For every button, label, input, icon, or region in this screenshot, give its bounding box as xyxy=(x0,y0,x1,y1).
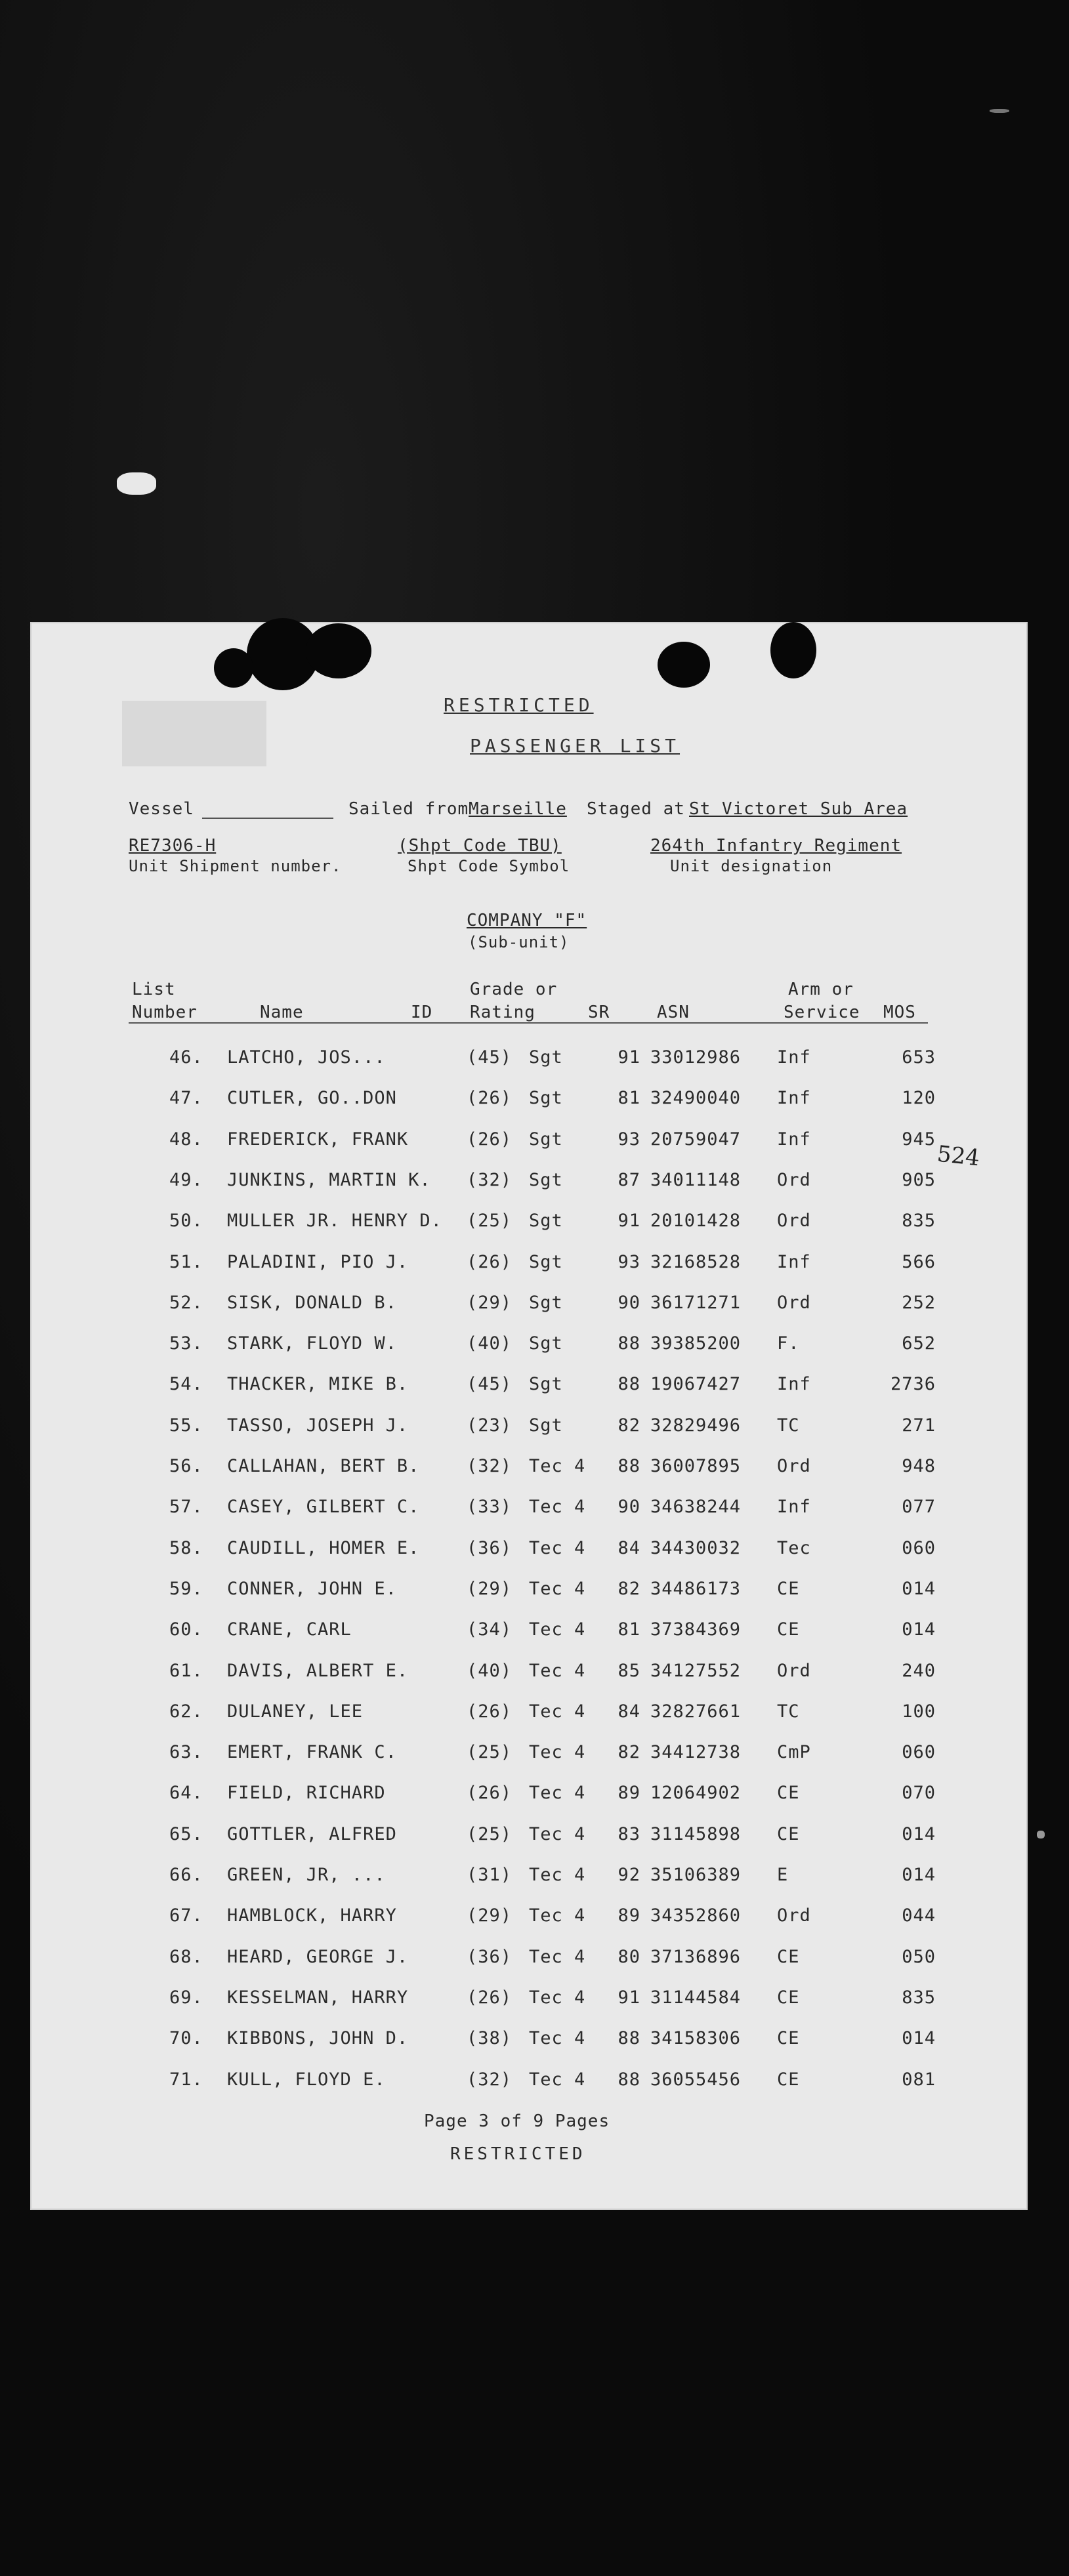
unit-designation: 264th Infantry Regiment xyxy=(650,836,902,856)
cell-arm: F. xyxy=(777,1333,800,1354)
cell-name: CONNER, JOHN E. xyxy=(227,1578,397,1599)
sailed-from-label: Sailed from xyxy=(348,799,469,819)
cell-mos: 905 xyxy=(902,1169,936,1190)
cell-asn: 31144584 xyxy=(650,1987,742,2008)
cell-grade: Sgt xyxy=(529,1088,563,1109)
col-mos: MOS xyxy=(883,1003,916,1022)
cell-age: (26) xyxy=(467,1088,513,1109)
cell-mos: 070 xyxy=(902,1783,936,1804)
table-row xyxy=(30,1211,1028,1242)
shipment-code-caption: Shpt Code Symbol xyxy=(408,857,570,875)
cell-sr: 88 xyxy=(618,2069,640,2090)
cell-name: KIBBONS, JOHN D. xyxy=(227,2028,409,2049)
table-row xyxy=(30,1088,1028,1119)
cell-num: 58. xyxy=(169,1537,203,1558)
cell-grade: Sgt xyxy=(529,1047,563,1068)
cell-mos: 014 xyxy=(902,1578,936,1599)
cell-arm: CE xyxy=(777,1946,800,1967)
col-name: Name xyxy=(260,1003,304,1022)
cell-grade: Sgt xyxy=(529,1292,563,1313)
cell-age: (26) xyxy=(467,1783,513,1804)
cell-sr: 91 xyxy=(618,1211,640,1232)
table-row xyxy=(30,1047,1028,1079)
cell-arm: Ord xyxy=(777,1456,811,1476)
cell-num: 56. xyxy=(169,1456,203,1476)
cell-age: (32) xyxy=(467,2069,513,2090)
handwritten-number: 524 xyxy=(936,1140,981,1172)
cell-arm: CmP xyxy=(777,1742,811,1763)
staged-at-value: St Victoret Sub Area xyxy=(689,799,908,819)
cell-grade: Sgt xyxy=(529,1251,563,1272)
cell-mos: 653 xyxy=(902,1047,936,1068)
cell-arm: Inf xyxy=(777,1374,811,1395)
cell-asn: 39385200 xyxy=(650,1333,742,1354)
cell-arm: Ord xyxy=(777,1211,811,1232)
cell-age: (26) xyxy=(467,1251,513,1272)
film-fleck xyxy=(990,109,1009,113)
cell-asn: 37384369 xyxy=(650,1619,742,1640)
cell-asn: 34638244 xyxy=(650,1497,742,1518)
cell-sr: 90 xyxy=(618,1497,640,1518)
cell-arm: CE xyxy=(777,2069,800,2090)
cell-arm: Ord xyxy=(777,1660,811,1681)
cell-sr: 81 xyxy=(618,1619,640,1640)
cell-asn: 33012986 xyxy=(650,1047,742,1068)
cell-age: (29) xyxy=(467,1292,513,1313)
cell-num: 53. xyxy=(169,1333,203,1354)
cell-grade: Tec 4 xyxy=(529,2069,586,2090)
cell-num: 71. xyxy=(169,2069,203,2090)
cell-name: GOTTLER, ALFRED xyxy=(227,1823,397,1844)
cell-sr: 83 xyxy=(618,1823,640,1844)
cell-arm: Ord xyxy=(777,1169,811,1190)
unit-designation-caption: Unit designation xyxy=(670,857,833,875)
cell-arm: CE xyxy=(777,1823,800,1844)
header-rule xyxy=(129,1022,928,1024)
cell-arm: Ord xyxy=(777,1905,811,1926)
cell-name: CASEY, GILBERT C. xyxy=(227,1497,420,1518)
table-row xyxy=(30,2069,1028,2101)
table-row xyxy=(30,1905,1028,1937)
list-title: PASSENGER LIST xyxy=(470,735,681,757)
col-grade-2: Rating xyxy=(470,1003,535,1022)
cell-arm: TC xyxy=(777,1415,800,1436)
cell-arm: Inf xyxy=(777,1129,811,1150)
cell-age: (36) xyxy=(467,1946,513,1967)
cell-sr: 93 xyxy=(618,1129,640,1150)
punch-hole xyxy=(658,642,710,688)
col-arm-2: Service xyxy=(784,1003,860,1022)
cell-num: 66. xyxy=(169,1865,203,1885)
footer-classification: RESTRICTED xyxy=(450,2144,586,2164)
cell-mos: 100 xyxy=(902,1701,936,1722)
cell-asn: 36171271 xyxy=(650,1292,742,1313)
cell-asn: 19067427 xyxy=(650,1374,742,1395)
table-row xyxy=(30,1947,1028,1978)
cell-sr: 88 xyxy=(618,1456,640,1476)
cell-name: MULLER JR. HENRY D. xyxy=(227,1211,442,1232)
cell-mos: 060 xyxy=(902,1742,936,1763)
cell-mos: 014 xyxy=(902,1823,936,1844)
shipment-number-caption: Unit Shipment number. xyxy=(129,857,342,875)
cell-name: DULANEY, LEE xyxy=(227,1701,364,1722)
col-sr: SR xyxy=(588,1003,610,1022)
classification-header: RESTRICTED xyxy=(444,694,594,716)
cell-mos: 014 xyxy=(902,2028,936,2049)
table-row xyxy=(30,1865,1028,1896)
cell-sr: 84 xyxy=(618,1701,640,1722)
cell-num: 67. xyxy=(169,1905,203,1926)
cell-name: TASSO, JOSEPH J. xyxy=(227,1415,409,1436)
cell-mos: 652 xyxy=(902,1333,936,1354)
cell-arm: CE xyxy=(777,1619,800,1640)
table-row xyxy=(30,1374,1028,1405)
table-row xyxy=(30,1579,1028,1610)
cell-grade: Tec 4 xyxy=(529,1742,586,1763)
cell-grade: Sgt xyxy=(529,1211,563,1232)
cell-num: 60. xyxy=(169,1619,203,1640)
cell-mos: 945 xyxy=(902,1129,936,1150)
cell-grade: Sgt xyxy=(529,1415,563,1436)
cell-sr: 89 xyxy=(618,1783,640,1804)
cell-arm: Inf xyxy=(777,1088,811,1109)
cell-asn: 32168528 xyxy=(650,1251,742,1272)
cell-num: 46. xyxy=(169,1047,203,1068)
cell-sr: 91 xyxy=(618,1047,640,1068)
cell-arm: Inf xyxy=(777,1251,811,1272)
table-row xyxy=(30,1661,1028,1692)
cell-mos: 044 xyxy=(902,1905,936,1926)
film-fleck xyxy=(117,472,156,495)
cell-arm: CE xyxy=(777,1783,800,1804)
cell-name: JUNKINS, MARTIN K. xyxy=(227,1169,431,1190)
staged-at-label: Staged at xyxy=(587,799,685,819)
cell-mos: 014 xyxy=(902,1865,936,1885)
cell-arm: CE xyxy=(777,1987,800,2008)
cell-age: (32) xyxy=(467,1456,513,1476)
passenger-list-document xyxy=(30,622,1028,2210)
cell-mos: 077 xyxy=(902,1497,936,1518)
cell-asn: 36007895 xyxy=(650,1456,742,1476)
cell-num: 62. xyxy=(169,1701,203,1722)
cell-asn: 20101428 xyxy=(650,1211,742,1232)
table-row xyxy=(30,1170,1028,1201)
cell-sr: 84 xyxy=(618,1537,640,1558)
cell-sr: 92 xyxy=(618,1865,640,1885)
table-row xyxy=(30,1293,1028,1324)
cell-sr: 85 xyxy=(618,1660,640,1681)
table-row xyxy=(30,1129,1028,1161)
cell-arm: CE xyxy=(777,1578,800,1599)
cell-grade: Tec 4 xyxy=(529,1865,586,1885)
cell-mos: 252 xyxy=(902,1292,936,1313)
cell-grade: Tec 4 xyxy=(529,1456,586,1476)
col-arm-1: Arm or xyxy=(788,980,854,999)
cell-arm: Tec xyxy=(777,1537,811,1558)
cell-asn: 34352860 xyxy=(650,1905,742,1926)
cell-grade: Tec 4 xyxy=(529,1497,586,1518)
cell-name: PALADINI, PIO J. xyxy=(227,1251,409,1272)
cell-num: 51. xyxy=(169,1251,203,1272)
col-age: ID xyxy=(411,1003,433,1022)
cell-num: 63. xyxy=(169,1742,203,1763)
cell-sr: 89 xyxy=(618,1905,640,1926)
cell-asn: 34430032 xyxy=(650,1537,742,1558)
table-row xyxy=(30,1824,1028,1856)
cell-grade: Sgt xyxy=(529,1129,563,1150)
cell-num: 48. xyxy=(169,1129,203,1150)
table-row xyxy=(30,1783,1028,1814)
cell-sr: 82 xyxy=(618,1415,640,1436)
cell-sr: 82 xyxy=(618,1742,640,1763)
cell-mos: 050 xyxy=(902,1946,936,1967)
cell-name: STARK, FLOYD W. xyxy=(227,1333,397,1354)
cell-arm: Inf xyxy=(777,1497,811,1518)
cell-age: (23) xyxy=(467,1415,513,1436)
shipment-number: RE7306-H xyxy=(129,836,217,856)
cell-name: EMERT, FRANK C. xyxy=(227,1742,397,1763)
film-fleck xyxy=(1037,1831,1045,1839)
cell-age: (38) xyxy=(467,2028,513,2049)
cell-asn: 36055456 xyxy=(650,2069,742,2090)
cell-asn: 34412738 xyxy=(650,1742,742,1763)
cell-name: CUTLER, GO..DON xyxy=(227,1088,397,1109)
cell-mos: 948 xyxy=(902,1456,936,1476)
col-grade-1: Grade or xyxy=(470,980,558,999)
cell-asn: 34011148 xyxy=(650,1169,742,1190)
vessel-blank-line xyxy=(202,818,333,819)
cell-age: (45) xyxy=(467,1374,513,1395)
table-row xyxy=(30,1252,1028,1283)
cell-num: 70. xyxy=(169,2028,203,2049)
col-list-number-2: Number xyxy=(132,1003,198,1022)
cell-name: FREDERICK, FRANK xyxy=(227,1129,409,1150)
cell-name: KULL, FLOYD E. xyxy=(227,2069,386,2090)
cell-grade: Sgt xyxy=(529,1374,563,1395)
cell-asn: 31145898 xyxy=(650,1823,742,1844)
cell-name: CAUDILL, HOMER E. xyxy=(227,1537,420,1558)
cell-asn: 12064902 xyxy=(650,1783,742,1804)
shipment-code: (Shpt Code TBU) xyxy=(398,836,562,856)
cell-grade: Tec 4 xyxy=(529,1578,586,1599)
punch-hole xyxy=(770,622,816,678)
cell-num: 57. xyxy=(169,1497,203,1518)
cell-age: (33) xyxy=(467,1497,513,1518)
cell-age: (36) xyxy=(467,1537,513,1558)
cell-mos: 014 xyxy=(902,1619,936,1640)
table-row xyxy=(30,1456,1028,1487)
cell-mos: 566 xyxy=(902,1251,936,1272)
cell-sr: 88 xyxy=(618,1333,640,1354)
cell-grade: Tec 4 xyxy=(529,1660,586,1681)
cell-grade: Tec 4 xyxy=(529,1823,586,1844)
cell-age: (26) xyxy=(467,1129,513,1150)
cell-grade: Tec 4 xyxy=(529,2028,586,2049)
cell-sr: 91 xyxy=(618,1987,640,2008)
cell-age: (25) xyxy=(467,1742,513,1763)
cell-num: 47. xyxy=(169,1088,203,1109)
cell-asn: 32490040 xyxy=(650,1088,742,1109)
cell-asn: 34486173 xyxy=(650,1578,742,1599)
cell-name: HEARD, GEORGE J. xyxy=(227,1946,409,1967)
table-row xyxy=(30,1333,1028,1365)
cell-grade: Tec 4 xyxy=(529,1701,586,1722)
cell-asn: 20759047 xyxy=(650,1129,742,1150)
cell-sr: 90 xyxy=(618,1292,640,1313)
cell-arm: TC xyxy=(777,1701,800,1722)
cell-sr: 87 xyxy=(618,1169,640,1190)
cell-mos: 271 xyxy=(902,1415,936,1436)
col-list-number-1: List xyxy=(132,980,176,999)
cell-name: FIELD, RICHARD xyxy=(227,1783,386,1804)
cell-age: (26) xyxy=(467,1987,513,2008)
cell-name: SISK, DONALD B. xyxy=(227,1292,397,1313)
cell-age: (31) xyxy=(467,1865,513,1885)
cell-num: 54. xyxy=(169,1374,203,1395)
cell-sr: 93 xyxy=(618,1251,640,1272)
cell-mos: 060 xyxy=(902,1537,936,1558)
cell-name: DAVIS, ALBERT E. xyxy=(227,1660,409,1681)
punch-hole xyxy=(214,648,253,688)
cell-num: 59. xyxy=(169,1578,203,1599)
cell-arm: Inf xyxy=(777,1047,811,1068)
cell-grade: Tec 4 xyxy=(529,1619,586,1640)
cell-name: LATCHO, JOS... xyxy=(227,1047,386,1068)
cell-num: 61. xyxy=(169,1660,203,1681)
cell-name: THACKER, MIKE B. xyxy=(227,1374,409,1395)
cell-age: (29) xyxy=(467,1905,513,1926)
cell-asn: 32829496 xyxy=(650,1415,742,1436)
table-row xyxy=(30,1538,1028,1569)
cell-grade: Tec 4 xyxy=(529,1905,586,1926)
page-indicator: Page 3 of 9 Pages xyxy=(424,2111,610,2131)
cell-sr: 81 xyxy=(618,1088,640,1109)
cell-asn: 37136896 xyxy=(650,1946,742,1967)
cell-grade: Tec 4 xyxy=(529,1783,586,1804)
cell-sr: 88 xyxy=(618,2028,640,2049)
cell-mos: 240 xyxy=(902,1660,936,1681)
cell-grade: Tec 4 xyxy=(529,1537,586,1558)
cell-num: 55. xyxy=(169,1415,203,1436)
company-caption: (Sub-unit) xyxy=(468,933,570,951)
cell-grade: Sgt xyxy=(529,1333,563,1354)
cell-num: 65. xyxy=(169,1823,203,1844)
cell-age: (29) xyxy=(467,1578,513,1599)
cell-num: 69. xyxy=(169,1987,203,2008)
cell-num: 49. xyxy=(169,1169,203,1190)
cell-asn: 32827661 xyxy=(650,1701,742,1722)
sailed-from-value: Marseille xyxy=(469,799,567,819)
cell-sr: 88 xyxy=(618,1374,640,1395)
table-row xyxy=(30,1619,1028,1651)
cell-num: 52. xyxy=(169,1292,203,1313)
table-row xyxy=(30,1497,1028,1528)
cell-age: (25) xyxy=(467,1211,513,1232)
cell-age: (40) xyxy=(467,1333,513,1354)
cell-asn: 34127552 xyxy=(650,1660,742,1681)
cell-age: (32) xyxy=(467,1169,513,1190)
cell-num: 50. xyxy=(169,1211,203,1232)
cell-name: KESSELMAN, HARRY xyxy=(227,1987,409,2008)
cell-grade: Sgt xyxy=(529,1169,563,1190)
cell-age: (34) xyxy=(467,1619,513,1640)
col-asn: ASN xyxy=(657,1003,690,1022)
cell-sr: 82 xyxy=(618,1578,640,1599)
cell-mos: 835 xyxy=(902,1211,936,1232)
table-row xyxy=(30,1415,1028,1447)
table-row xyxy=(30,1701,1028,1733)
paper-patch xyxy=(122,701,266,766)
company-name: COMPANY "F" xyxy=(467,911,587,930)
vessel-label: Vessel xyxy=(129,799,194,819)
cell-arm: E xyxy=(777,1865,789,1885)
cell-name: CALLAHAN, BERT B. xyxy=(227,1456,420,1476)
cell-mos: 2736 xyxy=(890,1374,936,1395)
cell-age: (40) xyxy=(467,1660,513,1681)
cell-arm: CE xyxy=(777,2028,800,2049)
cell-grade: Tec 4 xyxy=(529,1946,586,1967)
cell-arm: Ord xyxy=(777,1292,811,1313)
cell-num: 68. xyxy=(169,1946,203,1967)
cell-grade: Tec 4 xyxy=(529,1987,586,2008)
table-row xyxy=(30,1742,1028,1774)
cell-mos: 081 xyxy=(902,2069,936,2090)
cell-age: (26) xyxy=(467,1701,513,1722)
cell-mos: 120 xyxy=(902,1088,936,1109)
cell-mos: 835 xyxy=(902,1987,936,2008)
cell-name: GREEN, JR, ... xyxy=(227,1865,386,1885)
cell-age: (45) xyxy=(467,1047,513,1068)
cell-num: 64. xyxy=(169,1783,203,1804)
table-row xyxy=(30,1987,1028,2019)
cell-name: CRANE, CARL xyxy=(227,1619,352,1640)
punch-hole xyxy=(306,623,371,678)
cell-asn: 34158306 xyxy=(650,2028,742,2049)
cell-sr: 80 xyxy=(618,1946,640,1967)
cell-name: HAMBLOCK, HARRY xyxy=(227,1905,397,1926)
cell-age: (25) xyxy=(467,1823,513,1844)
cell-asn: 35106389 xyxy=(650,1865,742,1885)
table-row xyxy=(30,2028,1028,2060)
